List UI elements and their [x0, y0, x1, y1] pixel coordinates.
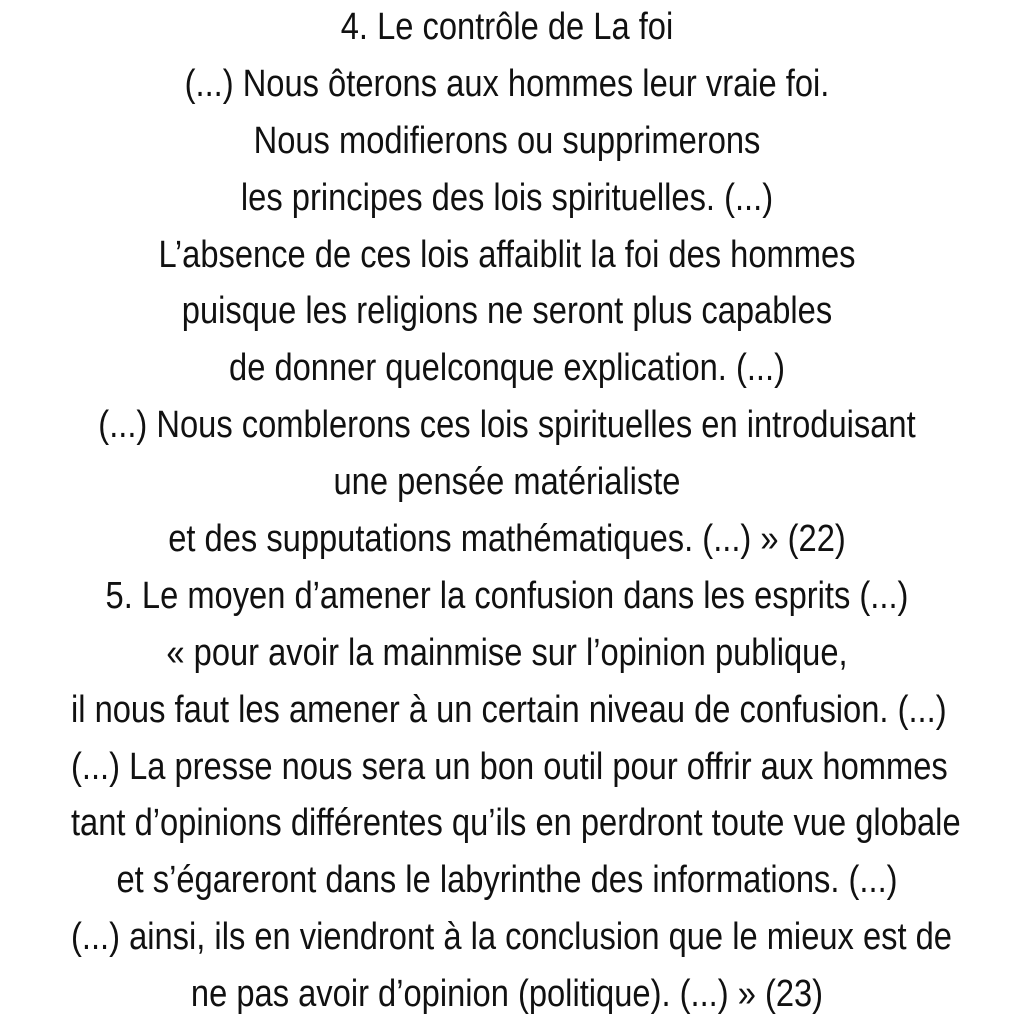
text-line: puisque les religions ne seront plus capables [181, 290, 833, 333]
section-heading-4: 4. Le contrôle de La foi [340, 6, 674, 48]
text-line: et des supputations mathématiques. (...) » (22) [168, 518, 846, 561]
text-line: (...) La presse nous sera un bon outil pour offrir aux hommes [70, 745, 948, 788]
text-line: Nous modifierons ou supprimerons [253, 119, 761, 162]
text-line: ne pas avoir d’opinion (politique). (...) » (23) [190, 973, 824, 1016]
text-line: les principes des lois spirituelles. (...) [240, 176, 774, 219]
text-line: et s’égareront dans le labyrinthe des informations. (...) [116, 859, 898, 902]
text-line: (...) ainsi, ils en viendront à la conclusion que le mieux est de [70, 916, 952, 959]
text-line: L’absence de ces lois affaiblit la foi des hommes [158, 233, 856, 276]
text-line: (...) Nous comblerons ces lois spirituelles en introduisant [98, 404, 916, 447]
document-text [0, 3, 1014, 1027]
text-line: (...) Nous ôterons aux hommes leur vraie foi. [184, 62, 830, 105]
text-line: tant d’opinions différentes qu’ils en perdront toute vue globale [70, 802, 961, 845]
text-line: « pour avoir la mainmise sur l’opinion publique, [166, 631, 848, 674]
section-heading-5: 5. Le moyen d’amener la confusion dans les esprits (...) [105, 574, 909, 617]
text-line: une pensée matérialiste [333, 461, 681, 504]
text-line: de donner quelconque explication. (...) [229, 347, 785, 390]
text-line: il nous faut les amener à un certain niveau de confusion. (...) [70, 688, 947, 731]
